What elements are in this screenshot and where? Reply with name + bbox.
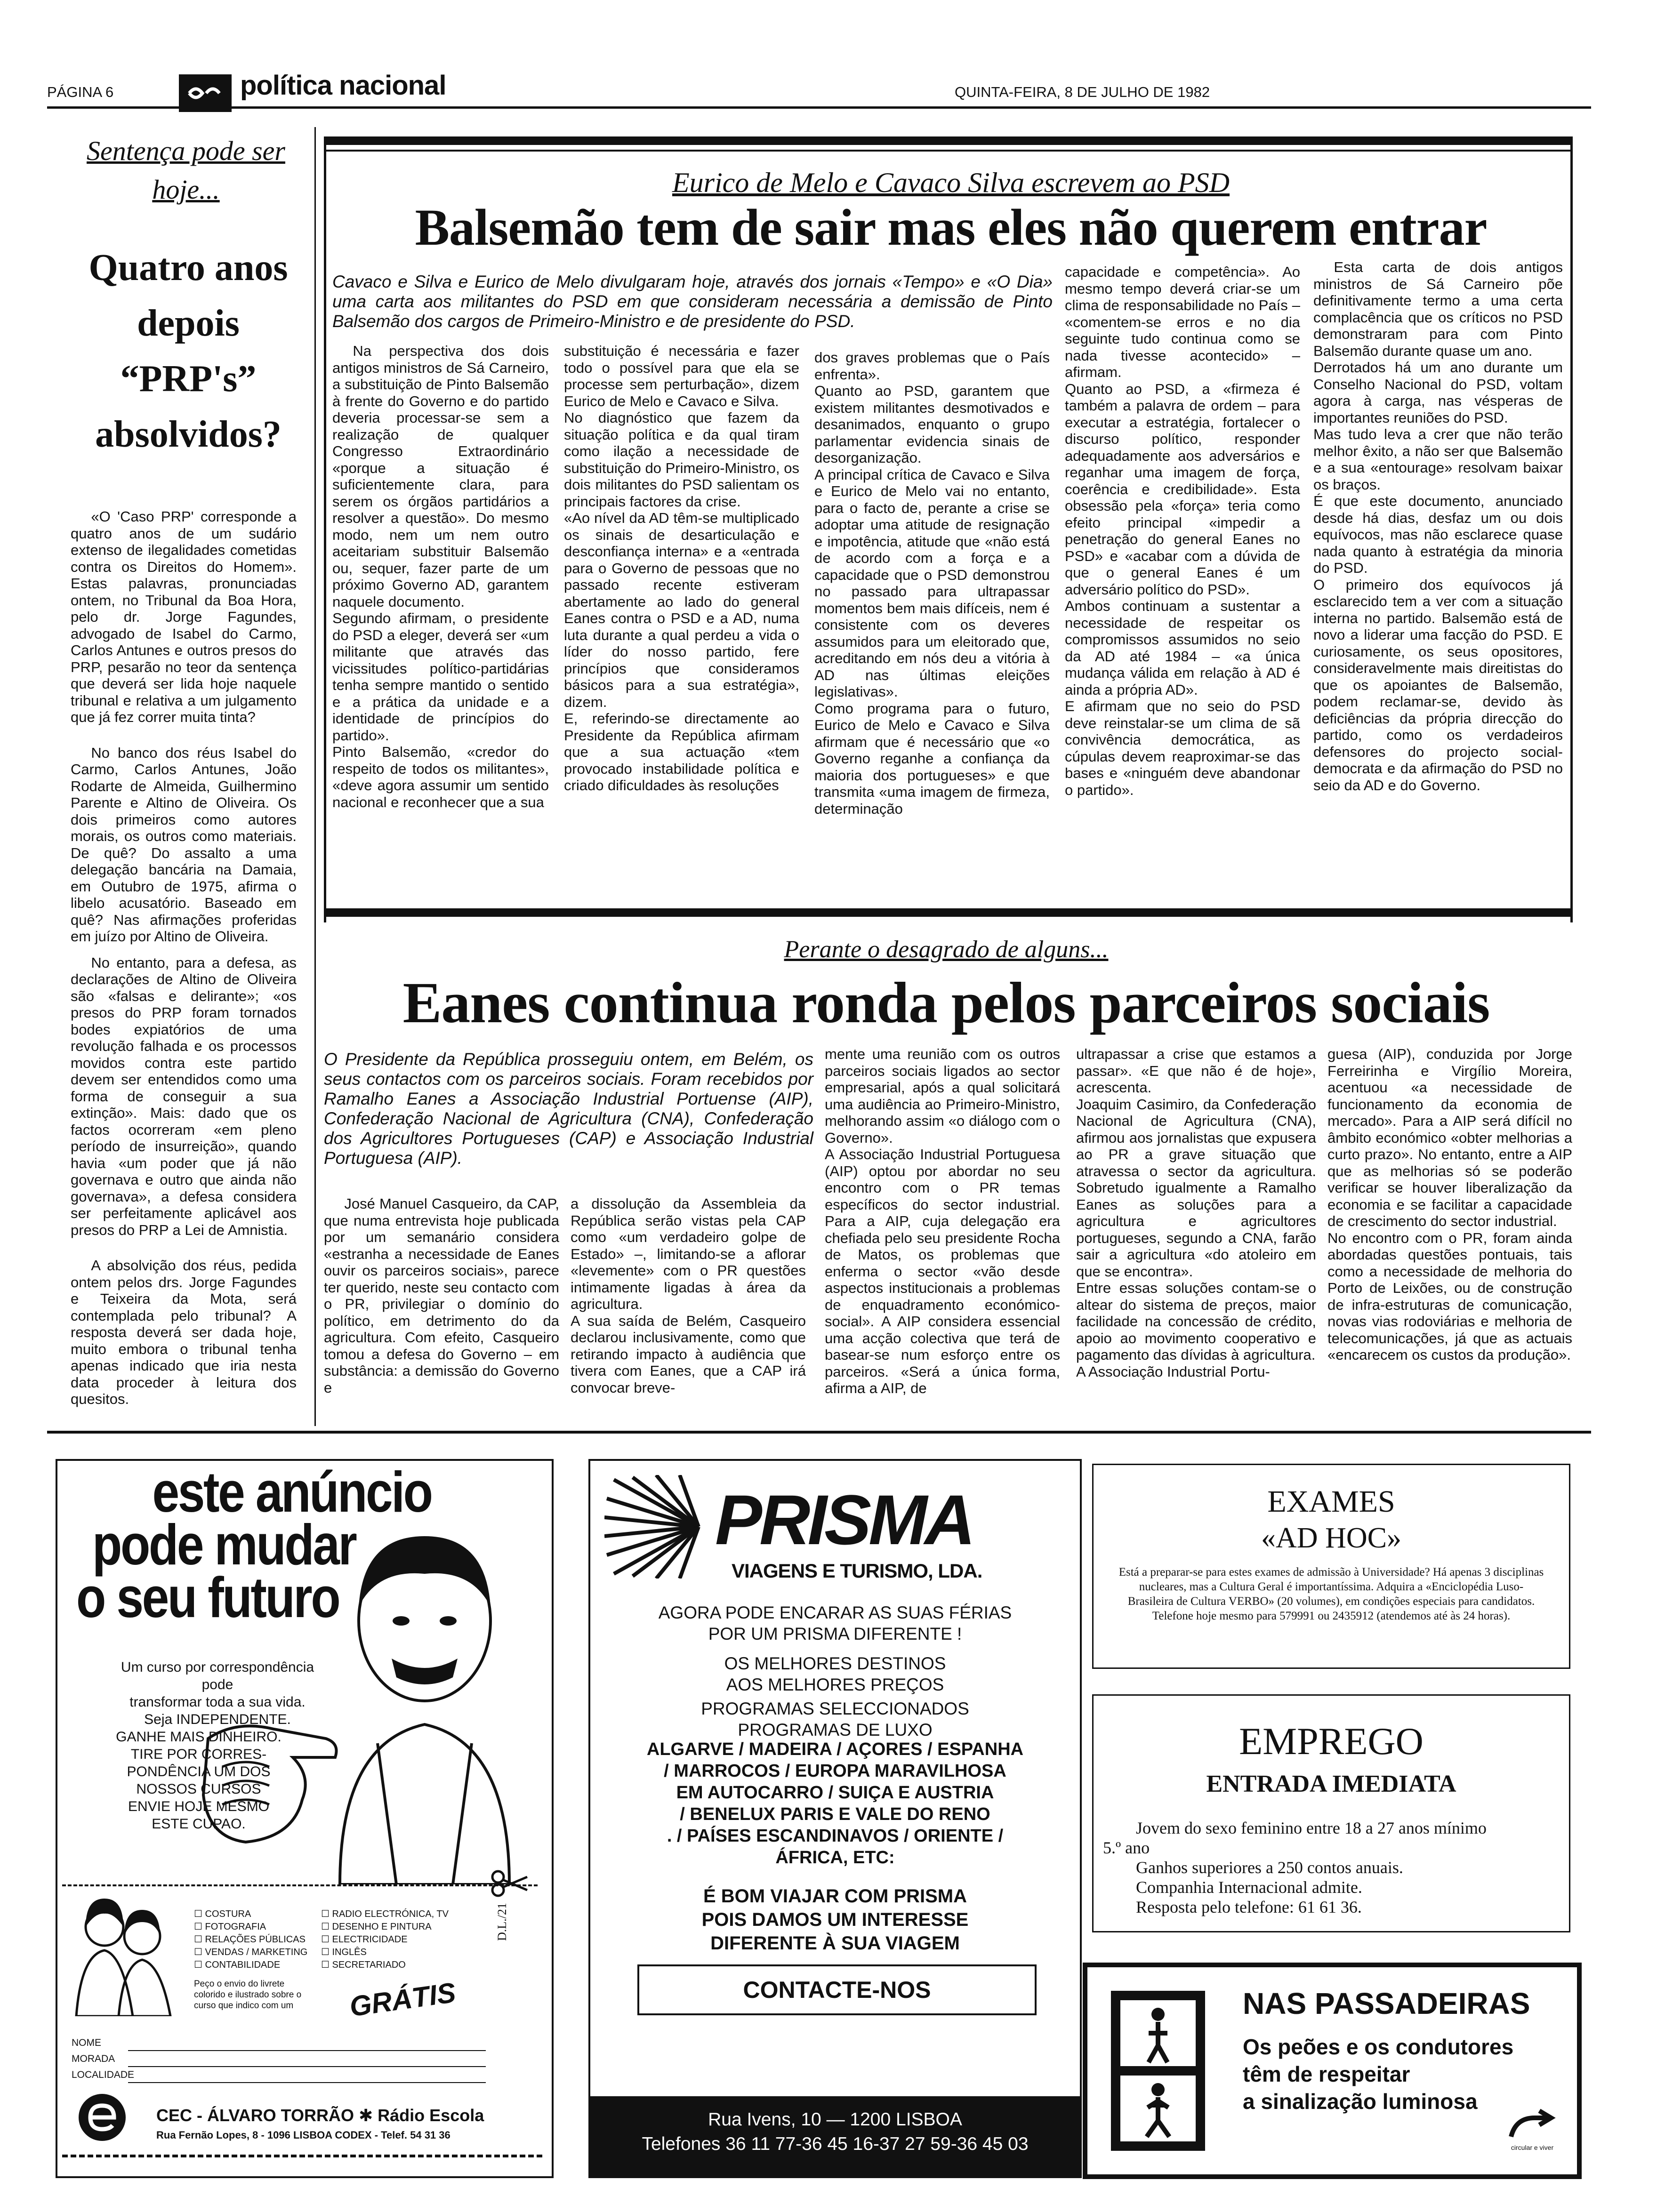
eanes-kicker: Perante o desagrado de alguns... <box>784 936 1109 963</box>
left-kicker: Sentença pode ser hoje... <box>87 136 285 205</box>
prisma-destinations <box>600 1739 1070 1868</box>
course-checkbox[interactable]: ☐ FOTOGRAFIA <box>194 1922 266 1932</box>
left-headline-line: “PRP's” <box>120 358 257 400</box>
cec-side-code: D.L./21 <box>495 1903 509 1941</box>
course-checkbox[interactable]: ☐ RELAÇÕES PÚBLICAS <box>194 1934 306 1945</box>
pedestrian-signal-icon <box>1102 1981 1215 2160</box>
eanes-text: ultrapassar a crise que estamos a passar». «E que não é de hoje», acrescenta. Joaquim Casimiro, da Confederação Nacional de Agricultura (CNA), afirmou aos jornalistas que expusera ao PR a grave situação que atravessa o sector da agricultura. Sobretudo igualmente a Ramalho Eanes as soluções para a agricultura e agricultores portugueses, segundo a CNA, farão sair a agricultura «do atoleiro em que se encontra». Entre essas soluções contam-se o altear do sistema de preços, maior facilidade na concessão de crédito, apoio ao movimento cooperativo e pagamento das dívidas à agricultura. A Associação Industrial Portu- <box>1076 1046 1316 1380</box>
psd-headline: Balsemão tem de sair mas eles não querem entrar <box>415 199 1487 256</box>
cec-body <box>67 1659 330 1833</box>
course-checkbox[interactable]: ☐ ELECTRICIDADE <box>321 1934 408 1945</box>
eanes-column-2 <box>571 1195 806 1396</box>
exames-advertisement <box>1092 1464 1570 1669</box>
course-label: RADIO ELECTRÓNICA, TV <box>332 1909 449 1919</box>
eanes-text: mente uma reunião com os outros parceiros sociais ligados ao sector empresarial, após a qual solicitará uma audiência ao Primeiro-Ministro, melhorando assim «o diálogo com o Governo». A Associação Industrial Portuguesa (AIP) optou por abordar no seu encontro com o PR temas específicos do sector industrial. Para a AIP, cuja delegação era chefiada pelo seu presidente Rocha de Matos, os problemas que enferma o sector «vão desde aspectos institucionais a problemas de enquadramento económico-social». A AIP considera essencial uma acção colectiva que terá de basear-se num esforço entre os parceiros. «Será a única forma, afirma a AIP, de <box>825 1046 1060 1396</box>
coupon-cut-line <box>62 1884 538 1886</box>
eanes-column-5 <box>1327 1046 1572 1363</box>
psd-text: capacidade e competência». Ao mesmo tempo deverá criar-se um clima de responsabilidade no País – «comentem-se erros e no dia seguinte tudo continua como se nada tivesse acontecido» – afirmam. Quanto ao PSD, a «firmeza é também a palavra de ordem – para executar a estratégia, fortalecer o discurso político, responder adequadamente aos adversários e reganhar uma imagem de força, coerência e credibilidade». Esta obsessão pela «força» teria como efeito principal «impedir a penetração do general Eanes no PSD» e «acabar com a dúvida de que o general Eanes é um adversário político do PSD». Ambos continuam a sustentar a necessidade de respeitar os compromissos assumidos no seio da AD até 1984 – «a única mudança válida em relação à AD é ainda a própria AD». E afirmam que no seio do PSD deve reinstalar-se um clima de sã convivência democrática, as cúpulas devem reaproximar-se das bases e «ninguém deve abandonar o partido». <box>1065 264 1300 798</box>
cec-headline-line: pode mudar <box>92 1513 356 1577</box>
course-label: COSTURA <box>205 1909 251 1919</box>
prisma-brand: PRISMA <box>715 1480 973 1559</box>
exames-subtitle: «AD HOC» <box>1261 1522 1401 1554</box>
prisma-line: . / PAÍSES ESCANDINAVOS / ORIENTE / <box>667 1826 1004 1846</box>
left-paragraph: «O 'Caso PRP' corresponde a quatro anos de um sudário extenso de ilegalidades cometidas contra os Direitos do Homem». Estas palavras, pronunciadas ontem, no Tribunal da Boa Hora, pelo dr. Jorge Fagundes, advogado de Isabel do Carmo, Carlos Antunes e outros presos do PRP, pesarão no teor da sentença que deverá ser lida hoje naquele tribunal e relativa a um julgamento que já fez correr muita tinta? <box>71 508 297 725</box>
prisma-address: Rua Ivens, 10 — 1200 LISBOA <box>708 2109 962 2130</box>
passadeiras-sponsor: circular e viver <box>1511 2144 1554 2151</box>
address-field[interactable] <box>72 2051 486 2067</box>
eanes-headline: Eanes continua ronda pelos parceiros sociais <box>402 970 1490 1035</box>
psd-text: dos graves problemas que o País enfrenta». Quanto ao PSD, garantem que existem militantes desmotivados e desanimados, enquanto o grupo parlamentar evidencia sinais de desorganização. A principal crítica de Cavaco e Silva e Eurico de Melo vai no entanto, para o facto de, perante a crise se adoptar uma atitude de resignação e impotência, atitude que «não está de acordo com a força e a capacidade que o PSD demonstrou no passado para ultrapassar momentos bem mais difíceis, nem é consistente com os deveres assumidos para um eleitorado que, acreditando em nós deu a vitória à AD nas últimas eleições legislativas». Como programa para o futuro, Eurico de Melo e Cavaco e Silva afirmam que é necessário que «o Governo reganhe a confiança da maioria dos portugueses» e que transmita «uma imagem de firmeza, determinação <box>814 349 1050 817</box>
psd-text: substituição é necessária e fazer todo o possível para que ela se processe sem perturbação», dizem Eurico de Melo e Cavaco e Silva. No diagnóstico que fazem da situação política e da qual tiram como ilação a necessidade de substituição do Primeiro-Ministro, os dois militantes do PSD salientam os principais factores da crise. «Ao nível da AD têm-se multiplicado os sinais de desarticulação e desconfiança interna» e a «entrada para o Governo de pessoas que no passado recente estiveram abertamente ao lado do general Eanes contra o PSD e a AD, numa luta durante a qual perdeu a vida o líder do nosso partido, fere princípios que consideramos básicos para a sua estratégia», dizem. E, referindo-se directamente ao Presidente da República afirmam que a sua actuação «tem provocado instabilidade política e criado dificuldades às resoluções <box>564 343 799 793</box>
course-checkbox[interactable]: ☐ INGLÊS <box>321 1947 367 1957</box>
circular-e-viver-logo-icon <box>1506 2108 1558 2151</box>
eanes-lead: O Presidente da República prosseguiu ontem, em Belém, os seus contactos com os parceiros sociais. Foram recebidos por Ramalho Eanes a Associação Industrial Portuense (AIP), Confederação Nacional de Agricultura (CNA), Confederação dos Agricultores Portugueses (CAP) e Associação Industrial Portuguesa (AIP). <box>324 1050 813 1168</box>
psd-box-left-edge <box>324 136 326 922</box>
eanes-column-3 <box>825 1046 1060 1397</box>
cec-body-line: NOSSOS CURSOS <box>136 1781 261 1797</box>
psd-column-4 <box>1065 264 1300 798</box>
emprego-title: EMPREGO <box>1239 1720 1424 1763</box>
cec-body-line: GANHE MAIS DINHEIRO. <box>116 1729 282 1745</box>
left-column-divider <box>314 127 316 1426</box>
locality-field[interactable] <box>72 2067 486 2083</box>
prisma-line: AGORA PODE ENCARAR AS SUAS FÉRIAS <box>658 1603 1012 1622</box>
left-headline-line: Quatro anos <box>88 247 288 289</box>
prisma-subtitle: VIAGENS E TURISMO, LDA. <box>732 1560 982 1582</box>
psd-text: Na perspectiva dos dois antigos ministros de Sá Carneiro, a substituição de Pinto Balsemão à frente do Governo e do partido deveria processar-se sem a realização de qualquer Congresso Extraordinário «porque a situação é suficientemente clara, para serem os órgãos partidários a resolver a questão». Do mesmo modo, nem um nem outro aceitariam substituir Balsemão ou, sequer, fazer parte de um próximo Governo AD, garantem naquele documento. Segundo afirmam, o presidente do PSD a eleger, deverá ser «um militante que através das vicissitudes político-partidárias tenha sempre mantido o sentido e a prática da unidade e a identidade de princípios do partido». Pinto Balsemão, «credor do respeito de todos os militantes», «deve agora assumir um sentido nacional e reconhecer que a sua <box>332 343 549 810</box>
emprego-line: Ganhos superiores a 250 contos anuais. <box>1136 1858 1403 1877</box>
prisma-footer <box>588 2096 1082 2178</box>
emprego-subtitle: ENTRADA IMEDIATA <box>1206 1771 1456 1797</box>
free-label: GRÁTIS <box>347 1976 458 2023</box>
prisma-line: POR UM PRISMA DIFERENTE ! <box>708 1624 962 1643</box>
cec-body-line: ESTE CUPAO. <box>152 1816 246 1832</box>
prisma-offers <box>600 1602 1070 1740</box>
prisma-line: / MARROCOS / EUROPA MARAVILHOSA <box>664 1761 1006 1781</box>
course-label: CONTABILIDADE <box>205 1960 281 1970</box>
course-checkbox[interactable]: ☐ DESENHO E PINTURA <box>321 1922 432 1932</box>
section-title: política nacional <box>240 70 446 101</box>
psd-column-3 <box>814 349 1050 817</box>
emprego-advertisement <box>1092 1694 1570 1932</box>
prisma-line: ALGARVE / MADEIRA / AÇORES / ESPANHA <box>646 1739 1024 1759</box>
cec-headline-line: o seu futuro <box>76 1565 339 1629</box>
prisma-line: OS MELHORES DESTINOS <box>724 1654 946 1673</box>
prisma-line: EM AUTOCARRO / SUIÇA E AUSTRIA <box>676 1783 994 1803</box>
coupon-form <box>72 2035 486 2083</box>
psd-column-2 <box>564 343 799 794</box>
coupon-note: Peço o envio do livrete colorido e ilustrado sobre o curso que indico com um <box>194 1979 302 2011</box>
left-headline-line: absolvidos? <box>95 414 282 455</box>
students-illustration <box>72 1899 175 2016</box>
course-checkbox[interactable]: ☐ RADIO ELECTRÓNICA, TV <box>321 1909 449 1919</box>
course-label: ELECTRICIDADE <box>332 1934 408 1945</box>
prisma-line: PROGRAMAS DE LUXO <box>738 1720 933 1739</box>
left-headline-line: depois <box>137 303 240 344</box>
emprego-line: Jovem do sexo feminino entre 18 a 27 anos mínimo <box>1136 1819 1487 1837</box>
cec-advertisement <box>56 1459 554 2178</box>
course-checkbox[interactable]: ☐ SECRETARIADO <box>321 1960 406 1970</box>
psd-box-top-bar <box>324 136 1572 145</box>
psd-box-top-bar-thin <box>324 150 1572 152</box>
course-label: FOTOGRAFIA <box>205 1922 266 1932</box>
courses-right <box>321 1908 449 1972</box>
courses-left <box>194 1908 307 1972</box>
emprego-details <box>1103 1818 1560 1917</box>
eanes-text: a dissolução da Assembleia da República serão vistas pela CAP como «um verdadeiro golpe de Estado» –, limitando-se a aflorar «levemente» com o PR questões intimamente ligadas à área da agricultura. A sua saída de Belém, Casqueiro declarou inclusivamente, como que retirando impacto à audiência que tivera com Eanes, que a CAP irá convocar breve- <box>571 1195 806 1396</box>
field-label: MORADA <box>72 2053 115 2064</box>
cec-body-line: TIRE POR CORRES- <box>130 1747 267 1762</box>
passadeiras-line: têm de respeitar <box>1243 2062 1410 2086</box>
field-label: LOCALIDADE <box>72 2069 135 2080</box>
emprego-line: 5.º ano <box>1103 1838 1150 1857</box>
name-field[interactable] <box>72 2035 486 2051</box>
eanes-column-4 <box>1076 1046 1316 1380</box>
cec-body-line: transformar toda a sua vida. <box>129 1694 306 1710</box>
eanes-text: José Manuel Casqueiro, da CAP, que numa entrevista hoje publicada por um semanário considera «estranha a necessidade de Eanes ouvir os parceiros sociais», parece ter querido, neste seu contacto com o PR, privilegiar o domínio do político, em detrimento do da agricultura. Com efeito, Casqueiro tomou a defesa do Governo – em substância: a demissão do Governo e <box>324 1195 559 1396</box>
cec-bottom-border <box>62 2155 542 2172</box>
psd-column-5 <box>1313 259 1563 793</box>
sunburst-logo-icon <box>604 1475 713 1579</box>
psd-lead: Cavaco e Silva e Eurico de Melo divulgaram hoje, através dos jornais «Tempo» e «O Dia» uma carta aos militantes do PSD em que consideram necessária a demissão de Pinto Balsemão dos cargos de Primeiro-Ministro e de presidente do PSD. <box>332 272 1053 331</box>
prisma-line: PROGRAMAS SELECCIONADOS <box>701 1699 969 1718</box>
cec-headline-line: este anúncio <box>152 1460 432 1524</box>
course-label: INGLÊS <box>332 1947 367 1957</box>
course-checkbox[interactable]: ☐ COSTURA <box>194 1909 251 1919</box>
cec-body-line: Seja INDEPENDENTE. <box>144 1712 291 1727</box>
left-paragraph: No entanto, para a defesa, as declarações de Altino de Oliveira são «falsas e delirante»; «os presos do PRP foram tornados bodes expiatórios de uma revolução falhada e os processos movidos contra este partido devem ser entendidos como uma forma de conseguir a sua extinção». Mais: dado que os factos ocorreram «em pleno período de insurreição», quando havia «um poder que já não governava e outro que ainda não governava», a defesa considera ser perfeitamente aplicável aos presos do PRP a Lei de Amnistia. <box>71 954 297 1238</box>
prisma-line: É BOM VIAJAR COM PRISMA <box>703 1886 967 1907</box>
passadeiras-title: NAS PASSADEIRAS <box>1243 1987 1530 2020</box>
psd-text: Esta carta de dois antigos ministros de Sá Carneiro põe definitivamente termo a uma certa complacência que os críticos no PSD demonstraram para com Pinto Balsemão durante quase um ano. Derrotados há um ano durante um Conselho Nacional do PSD, voltam agora à carga, nas vésperas de importantes reuniões do PSD. Mas tudo leva a crer que não terão melhor êxito, a não ser que Balsemão e a sua «entourage» resolvam baixar os braços. É que este documento, anunciado desde há dias, desfaz um ou dois equívocos, mas não esclarece quase nada quanto à estratégia da minoria do PSD. O primeiro dos equívocos já esclarecido tem a ver com a situação interna no partido. Balsemão está de novo a liderar uma facção do PSD. E curiosamente, os seus opositores, consideravelmente mais direitistas do que os apoiantes de Balsemão, podem reclamar-se, devido às deficiências da própria direcção do partido, como os verdadeiros defensores do projecto social-democrata e da afirmação do PSD no seio da AD e do Governo. <box>1313 259 1563 793</box>
passadeiras-message <box>1243 2033 1513 2115</box>
course-label: RELAÇÕES PÚBLICAS <box>205 1934 306 1945</box>
cec-logo-icon <box>76 2092 128 2143</box>
course-label: SECRETARIADO <box>332 1960 406 1970</box>
prisma-line: POIS DAMOS UM INTERESSE <box>701 1909 969 1930</box>
prisma-line: ÁFRICA, ETC: <box>775 1848 895 1867</box>
cec-address: Rua Fernão Lopes, 8 - 1096 LISBOA CODEX - Telef. 54 31 36 <box>156 2129 450 2141</box>
course-label: DESENHO E PINTURA <box>332 1922 432 1932</box>
psd-column-1 <box>332 343 549 810</box>
prisma-contact-button[interactable] <box>637 1964 1037 2015</box>
emprego-line: Companhia Internacional admite. <box>1136 1878 1362 1897</box>
page-number: PÁGINA 6 <box>47 84 114 100</box>
passadeiras-line: a sinalização luminosa <box>1243 2089 1478 2114</box>
ads-section-rule <box>47 1431 1591 1434</box>
header-rule <box>47 106 1591 109</box>
eanes-text: guesa (AIP), conduzida por Jorge Ferreirinha e Virgílio Moreira, acentuou «a necessidade de funcionamento da economia de mercado». Para a AIP será difícil no âmbito económico «obter melhorias a curto prazo». No entanto, entre a AIP que as melhorias só se poderão verificar se houver liberalização da economia e se facilitar a capacidade de crescimento do sector industrial. No encontro com o PR, foram ainda abordadas questões pontuais, tais como a necessidade de melhoria do Porto de Leixões, ou de construção de infra-estruturas de comunicação, novas vias rodoviárias e melhoria de telecomunicações, já que as actuais «encarecem os custos da produção». <box>1327 1046 1572 1363</box>
left-headline <box>56 240 320 462</box>
cec-body-line: Um curso por correspondência pode <box>121 1659 314 1692</box>
emprego-line: Resposta pelo telefone: 61 61 36. <box>1136 1898 1362 1916</box>
prisma-phones: Telefones 36 11 77-36 45 16-37 27 59-36 45 03 <box>642 2134 1029 2154</box>
field-label: NOME <box>72 2037 101 2048</box>
passadeiras-advertisement <box>1083 1963 1582 2179</box>
scissors-icon <box>491 1869 528 1898</box>
pointing-man-illustration <box>321 1527 528 1884</box>
left-paragraph: No banco dos réus Isabel do Carmo, Carlos Antunes, João Rodarte de Almeida, Guilhermino Parente e Altino de Oliveira. Os dois primeiros como autores morais, os outros como materiais. De quê? Do assalto a uma delegação bancária na Damaia, em Outubro de 1975, afirma o libelo acusatório. Baseado em quê? Nas afirmações proferidas em juízo por Altino de Oliveira. <box>71 744 297 945</box>
left-article-body <box>71 508 297 1408</box>
prisma-line: DIFERENTE À SUA VIAGEM <box>710 1933 960 1954</box>
psd-box-bottom-bar <box>324 908 1572 917</box>
psd-kicker: Eurico de Melo e Cavaco Silva escrevem ao PSD <box>672 167 1230 198</box>
left-paragraph: A absolvição dos réus, pedida ontem pelos drs. Jorge Fagundes e Teixeira da Mota, será contemplada pelo tribunal? A resposta deverá ser dada hoje, muito embora o tribunal tenha apenas indicado que iria nesta data proceder à leitura dos quesitos. <box>71 1257 297 1407</box>
course-label: VENDAS / MARKETING <box>205 1947 308 1957</box>
exames-body: Está a preparar-se para estes exames de admissão à Universidade? Há apenas 3 disciplinas nucleares, mas a Cultura Geral é importantíssima. Adquira a «Enciclopédia Luso-Brasileira de Cultura VERBO» (20 volumes), em condições especiais para candidatos. Telefone hoje mesmo para 579991 ou 2435912 (atendemos até às 24 horas). <box>1118 1566 1544 1622</box>
page-date: QUINTA-FEIRA, 8 DE JULHO DE 1982 <box>955 84 1210 100</box>
prisma-contact-label: CONTACTE-NOS <box>743 1977 931 2003</box>
cec-company: CEC - ÁLVARO TORRÃO ✱ Rádio Escola <box>156 2106 484 2125</box>
exames-title: EXAMES <box>1267 1484 1395 1519</box>
cec-body-line: PONDÊNCIA UM DOS <box>127 1764 271 1779</box>
prisma-slogan <box>600 1884 1070 1955</box>
course-checkbox[interactable]: ☐ CONTABILIDADE <box>194 1960 281 1970</box>
cec-body-line: ENVIE HOJE MESMO <box>128 1799 270 1814</box>
course-checkbox[interactable]: ☐ VENDAS / MARKETING <box>194 1947 308 1957</box>
prisma-line: AOS MELHORES PREÇOS <box>726 1675 944 1694</box>
prisma-line: / BENELUX PARIS E VALE DO RENO <box>680 1804 990 1824</box>
prisma-advertisement <box>588 1459 1082 2178</box>
eanes-column-1 <box>324 1195 559 1396</box>
passadeiras-line: Os peões e os condutores <box>1243 2035 1514 2059</box>
